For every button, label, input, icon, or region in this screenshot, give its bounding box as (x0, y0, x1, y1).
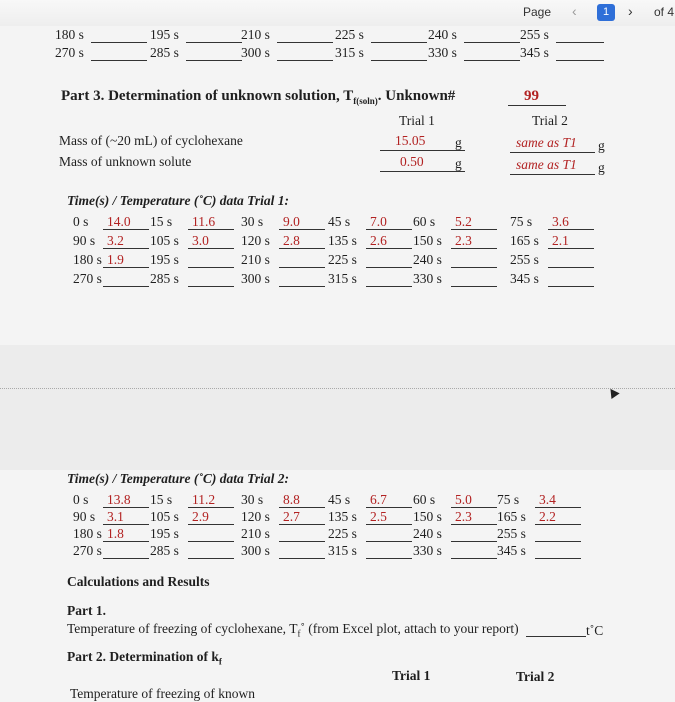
top-time-label: 195 s (150, 27, 179, 42)
trial1-temp-value: 3.6 (552, 214, 569, 229)
trial1-temp-value: 3.2 (107, 233, 124, 248)
trial2-time-label: 300 s (241, 543, 270, 558)
trial1-time-label: 270 s (73, 271, 102, 286)
trial2-time-label: 270 s (73, 543, 102, 558)
top-time-label: 285 s (150, 45, 179, 60)
page-count: of 4 (654, 5, 675, 19)
trial2-time-label: 345 s (497, 543, 526, 558)
trial2-temp-value: 2.9 (192, 509, 209, 524)
part3-title-sub: f(soln) (353, 96, 378, 106)
trial1-time-label: 105 s (150, 233, 179, 248)
trial2-time-label: 45 s (328, 492, 351, 507)
cutoff-text: Temperature of freezing of known (70, 686, 255, 701)
trial2-heading: Time(s) / Temperature (˚C) data Trial 2: (67, 471, 289, 486)
top-time-label: 255 s (520, 27, 549, 42)
trial2-time-label: 15 s (150, 492, 173, 507)
mass-cyclohexane-label: Mass of (~20 mL) of cyclohexane (59, 133, 243, 148)
trial2-temp-value: 3.4 (539, 492, 556, 507)
trial2-time-label: 150 s (413, 509, 442, 524)
trial2-time-label: 105 s (150, 509, 179, 524)
top-time-label: 240 s (428, 27, 457, 42)
trial1-time-label: 330 s (413, 271, 442, 286)
trial1-temp-value: 5.2 (455, 214, 472, 229)
part1-title: Part 1. (67, 603, 106, 618)
trial1-time-label: 60 s (413, 214, 436, 229)
trial2-time-label: 165 s (497, 509, 526, 524)
page-gap (0, 345, 675, 470)
trial1-time-label: 195 s (150, 252, 179, 267)
top-time-label: 330 s (428, 45, 457, 60)
trial1-temp-value: 7.0 (370, 214, 387, 229)
trial2-temp-value: 13.8 (107, 492, 131, 507)
part1-text-sub: f (297, 628, 301, 639)
unit-g: g (455, 135, 462, 150)
top-time-label: 345 s (520, 45, 549, 60)
trial1-time-label: 240 s (413, 252, 442, 267)
trial1-time-label: 45 s (328, 214, 351, 229)
part2-title-text: Part 2. Determination of k (67, 649, 219, 664)
trial1-time-label: 180 s (73, 252, 102, 267)
mass-cyclohexane-trial2: same as T1 (516, 135, 577, 150)
trial1-time-label: 315 s (328, 271, 357, 286)
calc-trial1-label: Trial 1 (392, 668, 431, 683)
trial2-time-label: 0 s (73, 492, 89, 507)
trial1-temp-value: 11.6 (192, 214, 216, 229)
trial2-label: Trial 2 (532, 113, 568, 128)
trial1-time-label: 0 s (73, 214, 89, 229)
page-toolbar (0, 0, 675, 26)
trial2-temp-value: 8.8 (283, 492, 300, 507)
trial2-temp-value: 2.7 (283, 509, 300, 524)
trial1-time-label: 345 s (510, 271, 539, 286)
unit-g: g (598, 160, 605, 175)
trial1-time-label: 135 s (328, 233, 357, 248)
part2-title-sub: f (218, 656, 222, 667)
trial2-temp-value: 5.0 (455, 492, 472, 507)
trial2-time-label: 225 s (328, 526, 357, 541)
trial2-time-label: 330 s (413, 543, 442, 558)
top-time-label: 180 s (55, 27, 84, 42)
trial2-time-label: 255 s (497, 526, 526, 541)
top-time-label: 270 s (55, 45, 84, 60)
mass-solute-trial2: same as T1 (516, 157, 577, 172)
trial2-time-label: 30 s (241, 492, 264, 507)
trial2-time-label: 240 s (413, 526, 442, 541)
mass-cyclohexane-trial1: 15.05 (395, 133, 426, 148)
trial1-heading: Time(s) / Temperature (˚C) data Trial 1: (67, 193, 289, 208)
trial2-time-label: 75 s (497, 492, 520, 507)
current-page-input[interactable]: 1 (597, 4, 615, 21)
unknown-number: 99 (524, 88, 539, 104)
trial2-temp-value: 2.3 (455, 509, 472, 524)
chevron-right-icon[interactable]: › (628, 3, 633, 19)
trial2-time-label: 195 s (150, 526, 179, 541)
trial1-time-label: 255 s (510, 252, 539, 267)
trial1-time-label: 225 s (328, 252, 357, 267)
trial1-time-label: 165 s (510, 233, 539, 248)
trial2-time-label: 90 s (73, 509, 96, 524)
trial1-temp-value: 9.0 (283, 214, 300, 229)
trial2-time-label: 210 s (241, 526, 270, 541)
top-time-label: 300 s (241, 45, 270, 60)
part3-title-suffix: . Unknown# (377, 88, 456, 104)
part1-text-post: ˚ (from Excel plot, attach to your report) (300, 621, 519, 636)
page-label: Page (523, 5, 552, 19)
trial1-temp-value: 2.1 (552, 233, 569, 248)
top-time-label: 210 s (241, 27, 270, 42)
trial2-time-label: 120 s (241, 509, 270, 524)
trial2-time-label: 180 s (73, 526, 102, 541)
trial1-temp-value: 2.6 (370, 233, 387, 248)
part1-unit: t˚C (586, 623, 604, 638)
part3-title (61, 88, 455, 109)
trial2-time-label: 60 s (413, 492, 436, 507)
trial2-temp-value: 1.8 (107, 526, 124, 541)
trial1-temp-value: 1.9 (107, 252, 124, 267)
trial2-temp-value: 2.5 (370, 509, 387, 524)
trial2-temp-value: 11.2 (192, 492, 216, 507)
mass-solute-label (59, 154, 191, 170)
part3-title-text: Part 3. Determination of unknown solution, T (61, 88, 354, 104)
trial1-temp-value: 2.3 (455, 233, 472, 248)
trial1-time-label: 150 s (413, 233, 442, 248)
top-time-label: 225 s (335, 27, 364, 42)
trial1-time-label: 15 s (150, 214, 173, 229)
trial2-time-label: 285 s (150, 543, 179, 558)
trial1-time-label: 30 s (241, 214, 264, 229)
chevron-left-icon[interactable]: ‹ (572, 3, 577, 19)
calculations-heading: Calculations and Results (67, 574, 210, 589)
trial2-temp-value: 3.1 (107, 509, 124, 524)
part1-text-main: Temperature of freezing of cyclohexane, T (67, 621, 298, 636)
trial1-time-label: 210 s (241, 252, 270, 267)
trial2-time-label: 315 s (328, 543, 357, 558)
trial1-temp-value: 2.8 (283, 233, 300, 248)
trial1-time-label: 300 s (241, 271, 270, 286)
unit-g: g (455, 156, 462, 171)
unit-g: g (598, 138, 605, 153)
trial1-time-label: 90 s (73, 233, 96, 248)
calc-trial2-label: Trial 2 (516, 669, 555, 684)
trial1-temp-value: 3.0 (192, 233, 209, 248)
trial1-temp-value: 14.0 (107, 214, 131, 229)
trial1-label: Trial 1 (399, 113, 435, 128)
trial1-time-label: 120 s (241, 233, 270, 248)
top-time-label: 315 s (335, 45, 364, 60)
mass-solute-text: Mass of unknown solute (59, 154, 192, 169)
trial1-time-label: 285 s (150, 271, 179, 286)
trial1-time-label: 75 s (510, 214, 533, 229)
trial2-time-label: 135 s (328, 509, 357, 524)
part2-title (67, 649, 222, 670)
trial2-temp-value: 2.2 (539, 509, 556, 524)
part1-text (67, 621, 519, 642)
mass-solute-trial1: 0.50 (400, 154, 424, 169)
trial2-temp-value: 6.7 (370, 492, 387, 507)
